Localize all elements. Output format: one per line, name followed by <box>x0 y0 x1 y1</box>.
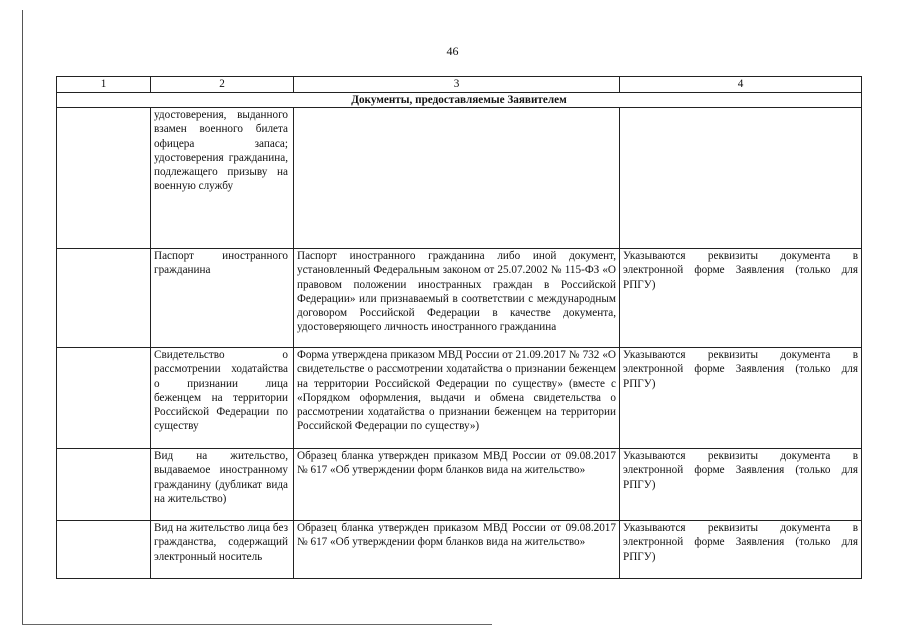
documents-table <box>56 76 862 579</box>
table-cell-empty <box>57 449 151 521</box>
page-edge-bottom <box>22 624 492 625</box>
table-cell-empty <box>57 348 151 449</box>
table-row <box>57 521 862 579</box>
table-cell-document <box>151 348 294 449</box>
section-title: Документы, предоставляемые Заявителем <box>57 93 862 108</box>
document-name: Вид на жительство, выдаваемое иностранному гражданину (дубликат вида на жительство) <box>154 450 288 505</box>
column-header: 3 <box>294 77 620 93</box>
table-cell-form: Форма утверждена приказом МВД России от 21.09.2017 № 732 «О свидетельстве о рассмотрении ходатайства о признании беженцем на территории Российской Федерации по существу» (вместе с «Порядком оформления, выдачи и обмена свидетельства о рассмотрении ходатайства о признании беженцем на территории Российской Федерации по существу») <box>294 348 620 449</box>
document-name: Паспорт иностранного гражданина <box>154 250 288 277</box>
page-number: 46 <box>446 44 459 58</box>
table-cell-form: Образец бланка утвержден приказом МВД России от 09.08.2017 № 617 «Об утверждении форм бланков вида на жительство» <box>294 521 620 579</box>
table-cell-document <box>151 521 294 579</box>
table-cell-form <box>294 108 620 249</box>
table-row <box>57 108 862 249</box>
document-name: Вид на жительство лица без гражданства, содержащий электронный носитель <box>154 522 288 563</box>
table-cell-document <box>151 249 294 348</box>
table-cell-document <box>151 449 294 521</box>
section-title-row <box>57 93 862 108</box>
table-row <box>57 449 862 521</box>
document-name: Свидетельство о рассмотрении ходатайства о признании лица беженцем на территории Российской Федерации по существу <box>154 349 288 433</box>
table-cell-document <box>151 108 294 249</box>
page-edge-left <box>22 10 23 625</box>
table-cell-form: Паспорт иностранного гражданина либо иной документ, установленный Федеральным законом от 25.07.2002 № 115-ФЗ «О правовом положении иностранных граждан в Российской Федерации» или признаваемый в соответствии с международным договором Российской Федерации в качестве документа, удостоверяющего личность иностранного гражданина <box>294 249 620 348</box>
table-row <box>57 348 862 449</box>
column-header: 4 <box>620 77 862 93</box>
table-row <box>57 249 862 348</box>
table-cell-empty <box>57 108 151 249</box>
table-cell-requirements: Указываются реквизиты документа в электронной форме Заявления (только для РПГУ) <box>620 521 862 579</box>
table-cell-form: Образец бланка утвержден приказом МВД России от 09.08.2017 № 617 «Об утверждении форм бланков вида на жительство» <box>294 449 620 521</box>
table-cell-requirements: Указываются реквизиты документа в электронной форме Заявления (только для РПГУ) <box>620 249 862 348</box>
document-name: удостоверения, выданного взамен военного билета офицера запаса; удостоверения гражданина, подлежащего призыву на военную службу <box>154 109 288 193</box>
column-header: 1 <box>57 77 151 93</box>
table-cell-requirements <box>620 108 862 249</box>
column-header: 2 <box>151 77 294 93</box>
table-cell-empty <box>57 521 151 579</box>
table-cell-requirements: Указываются реквизиты документа в электронной форме Заявления (только для РПГУ) <box>620 449 862 521</box>
table-cell-requirements: Указываются реквизиты документа в электронной форме Заявления (только для РПГУ) <box>620 348 862 449</box>
table-cell-empty <box>57 249 151 348</box>
table-header-row <box>57 77 862 93</box>
